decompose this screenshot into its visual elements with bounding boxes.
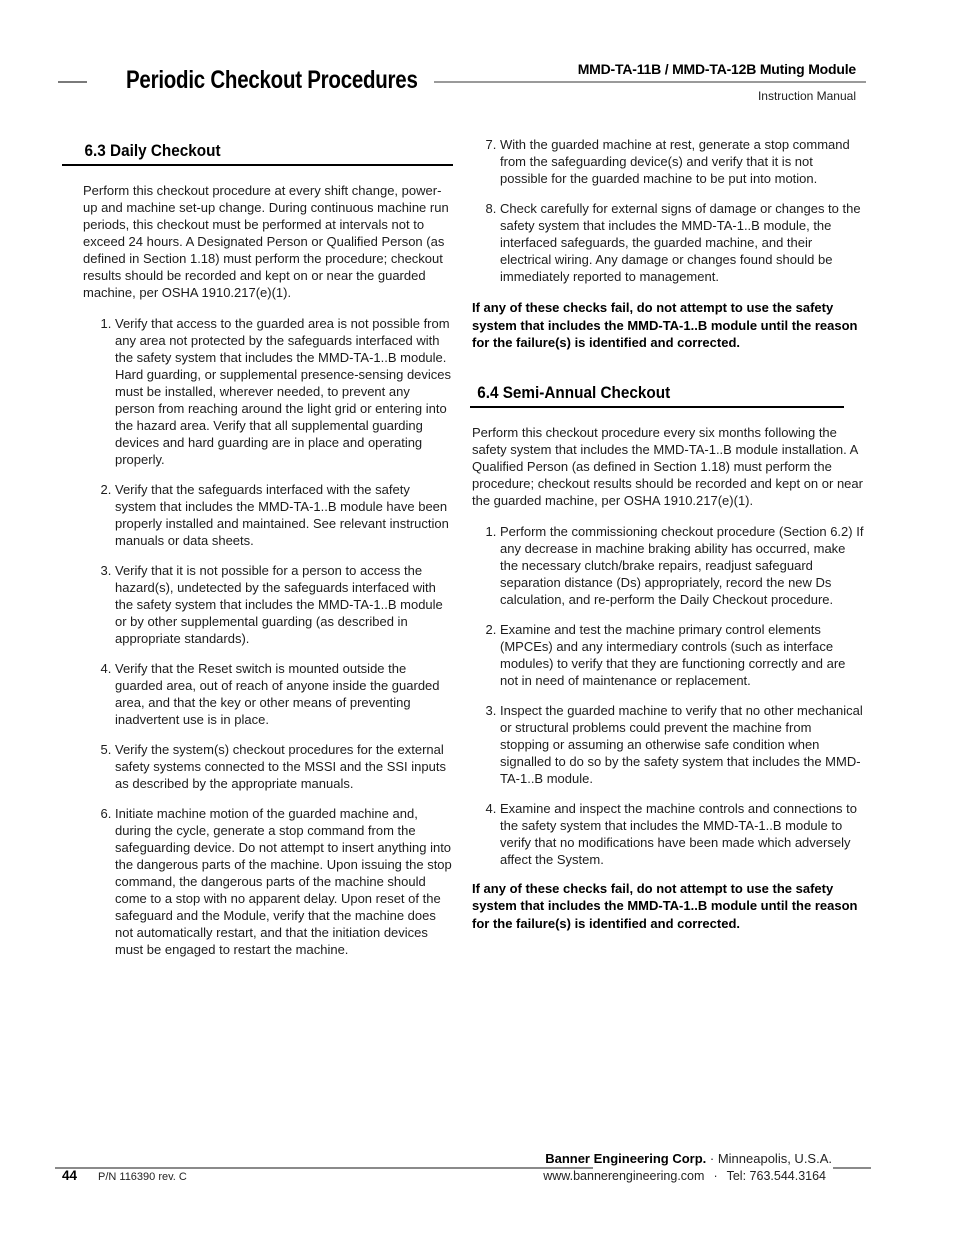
semi-annual-intro: Perform this checkout procedure every six months following the safety system that includes the MMD-TA-1..B module installation. A Qualified Person (as defined in Section 1.18) must perform the procedure; checkout results should be recorded and kept on or near the guarded machine, per OSHA 1910.217(e)(1). [472,424,863,508]
section-heading-text: 6.4 Semi-Annual Checkout [477,382,671,402]
doc-type-label: Instruction Manual [757,89,856,103]
checkout-step: 3. Verify that it is not possible for a person to access the hazard(s), undetected by the safeguards interfaced with the safety system that includes the MMD-TA-1..B module or by other supplemental guarding (as described in appropriate standards). [115,562,453,647]
page-number: 44 [62,1168,78,1183]
checkout-step: 2. Examine and test the machine primary control elements (MPCEs) and any intermediary controls (such as interface modules) to verify that they are functioning correctly and are not in need of maintenance or replacement. [500,621,864,689]
company-phone: Tel: 763.544.3164 [726,1169,826,1183]
section-heading-daily-checkout [62,142,453,166]
footer-rule-left [55,1167,593,1169]
daily-checkout-list-7-8 [470,136,864,285]
company-name: Banner Engineering Corp. [545,1151,707,1166]
checkout-step: 3. Inspect the guarded machine to verify that no other mechanical or structural problems could prevent the machine from stopping or assuming an otherwise safe condition when signalled to do so by the safety system that includes the MMD-TA-1..B module. [500,702,864,787]
company-location: · Minneapolis, U.S.A. [706,1151,832,1166]
crop-mark-dash [58,81,87,83]
checkout-step: 4. Examine and inspect the machine controls and connections to the safety system that includes the MMD-TA-1..B module to verify that no modifications have been made which adversely affect the System. [500,800,864,868]
page-title: Periodic Checkout Procedures [126,66,418,94]
checkout-step: 4. Verify that the Reset switch is mounted outside the guarded area, out of reach of anyone inside the guarded area, and that the key or other means of preventing inadvertent use is in place. [115,660,453,728]
semi-annual-list-1-4 [470,523,864,868]
daily-checkout-list-1-6 [62,315,453,958]
part-number: P/N 116390 rev. C [98,1171,187,1183]
footer-rule-right [833,1167,871,1169]
daily-checkout-intro: Perform this checkout procedure at every shift change, power-up and machine set-up change. During continuous machine run periods, this checkout must be performed at intervals not to exceed 24 hours. A Designated Person or Qualified Person (as defined in Section 1.18) must perform the procedure; checkout results should be recorded and kept on or near the guarded machine, per OSHA 1910.217(e)(1). [83,183,449,300]
checkout-step: 8. Check carefully for external signs of damage or changes to the safety system that includes the MMD-TA-1..B module, the interfaced safeguards, the guarded machine, and their electrical wiring. Any damage or changes found should be immediately reported to management. [500,200,864,285]
checkout-step: 7. With the guarded machine at rest, generate a stop command from the safeguarding device(s) and verify that it is not possible for the guarded machine to be put into motion. [500,136,864,187]
left-column [62,130,453,958]
checkout-step: 1. Verify that access to the guarded area is not possible from any area not protected by the safeguards interfaced with the safety system that includes the MMD-TA-1..B module. Hard guarding, or supplemental presence-sensing devices must be installed, wherever needed, to prevent any person from reaching around the light grid or entering into the hazard area. Verify that all supplemental guarding devices and hard guarding are in place and operating properly. [115,315,453,468]
dot-separator: · [713,1169,718,1183]
checkout-step: 5. Verify the system(s) checkout procedures for the external safety systems connected to the MSSI and the SSI inputs as described by the appropriate manuals. [115,741,453,792]
checkout-step: 6. Initiate machine motion of the guarded machine and, during the cycle, generate a stop command from the safeguarding device. Do not attempt to insert anything into the dangerous parts of the machine. Upon issuing the stop command, the dangerous parts of the machine should come to a stop with no apparent delay. Upon reset of the safeguard and the Module, verify that the machine does not automatically restart, and that the initiation devices must be engaged to restart the machine. [115,805,453,958]
daily-checkout-warning: If any of these checks fail, do not attempt to use the safety system that includes the MMD-TA-1..B module until the reason for the failure(s) is identified and corrected. [472,300,858,350]
product-title: MMD-TA-11B / MMD-TA-12B Muting Module [434,61,866,83]
section-heading-text: 6.3 Daily Checkout [84,141,221,160]
footer-company-line [545,1151,832,1166]
semi-annual-warning: If any of these checks fail, do not attempt to use the safety system that includes the MMD-TA-1..B module until the reason for the failure(s) is identified and corrected. [472,880,858,931]
section-heading-semi-annual-checkout [470,384,844,408]
company-website: www.bannerengineering.com [543,1169,705,1183]
checkout-step: 1. Perform the commissioning checkout procedure (Section 6.2) If any decrease in machine braking ability has occurred, make the necessary clutch/brake repairs, readjust safeguard separation distance (Ds) appropriately, record the new Ds calculation, and re-perform the Daily Checkout procedure. [500,523,864,608]
footer-contact-line [543,1169,826,1183]
checkout-step: 2. Verify that the safeguards interfaced with the safety system that includes the MMD-TA-1..B module have been properly installed and maintained. See relevant instruction manuals or data sheets. [115,481,453,549]
header-right [434,61,866,103]
right-column [470,130,864,932]
